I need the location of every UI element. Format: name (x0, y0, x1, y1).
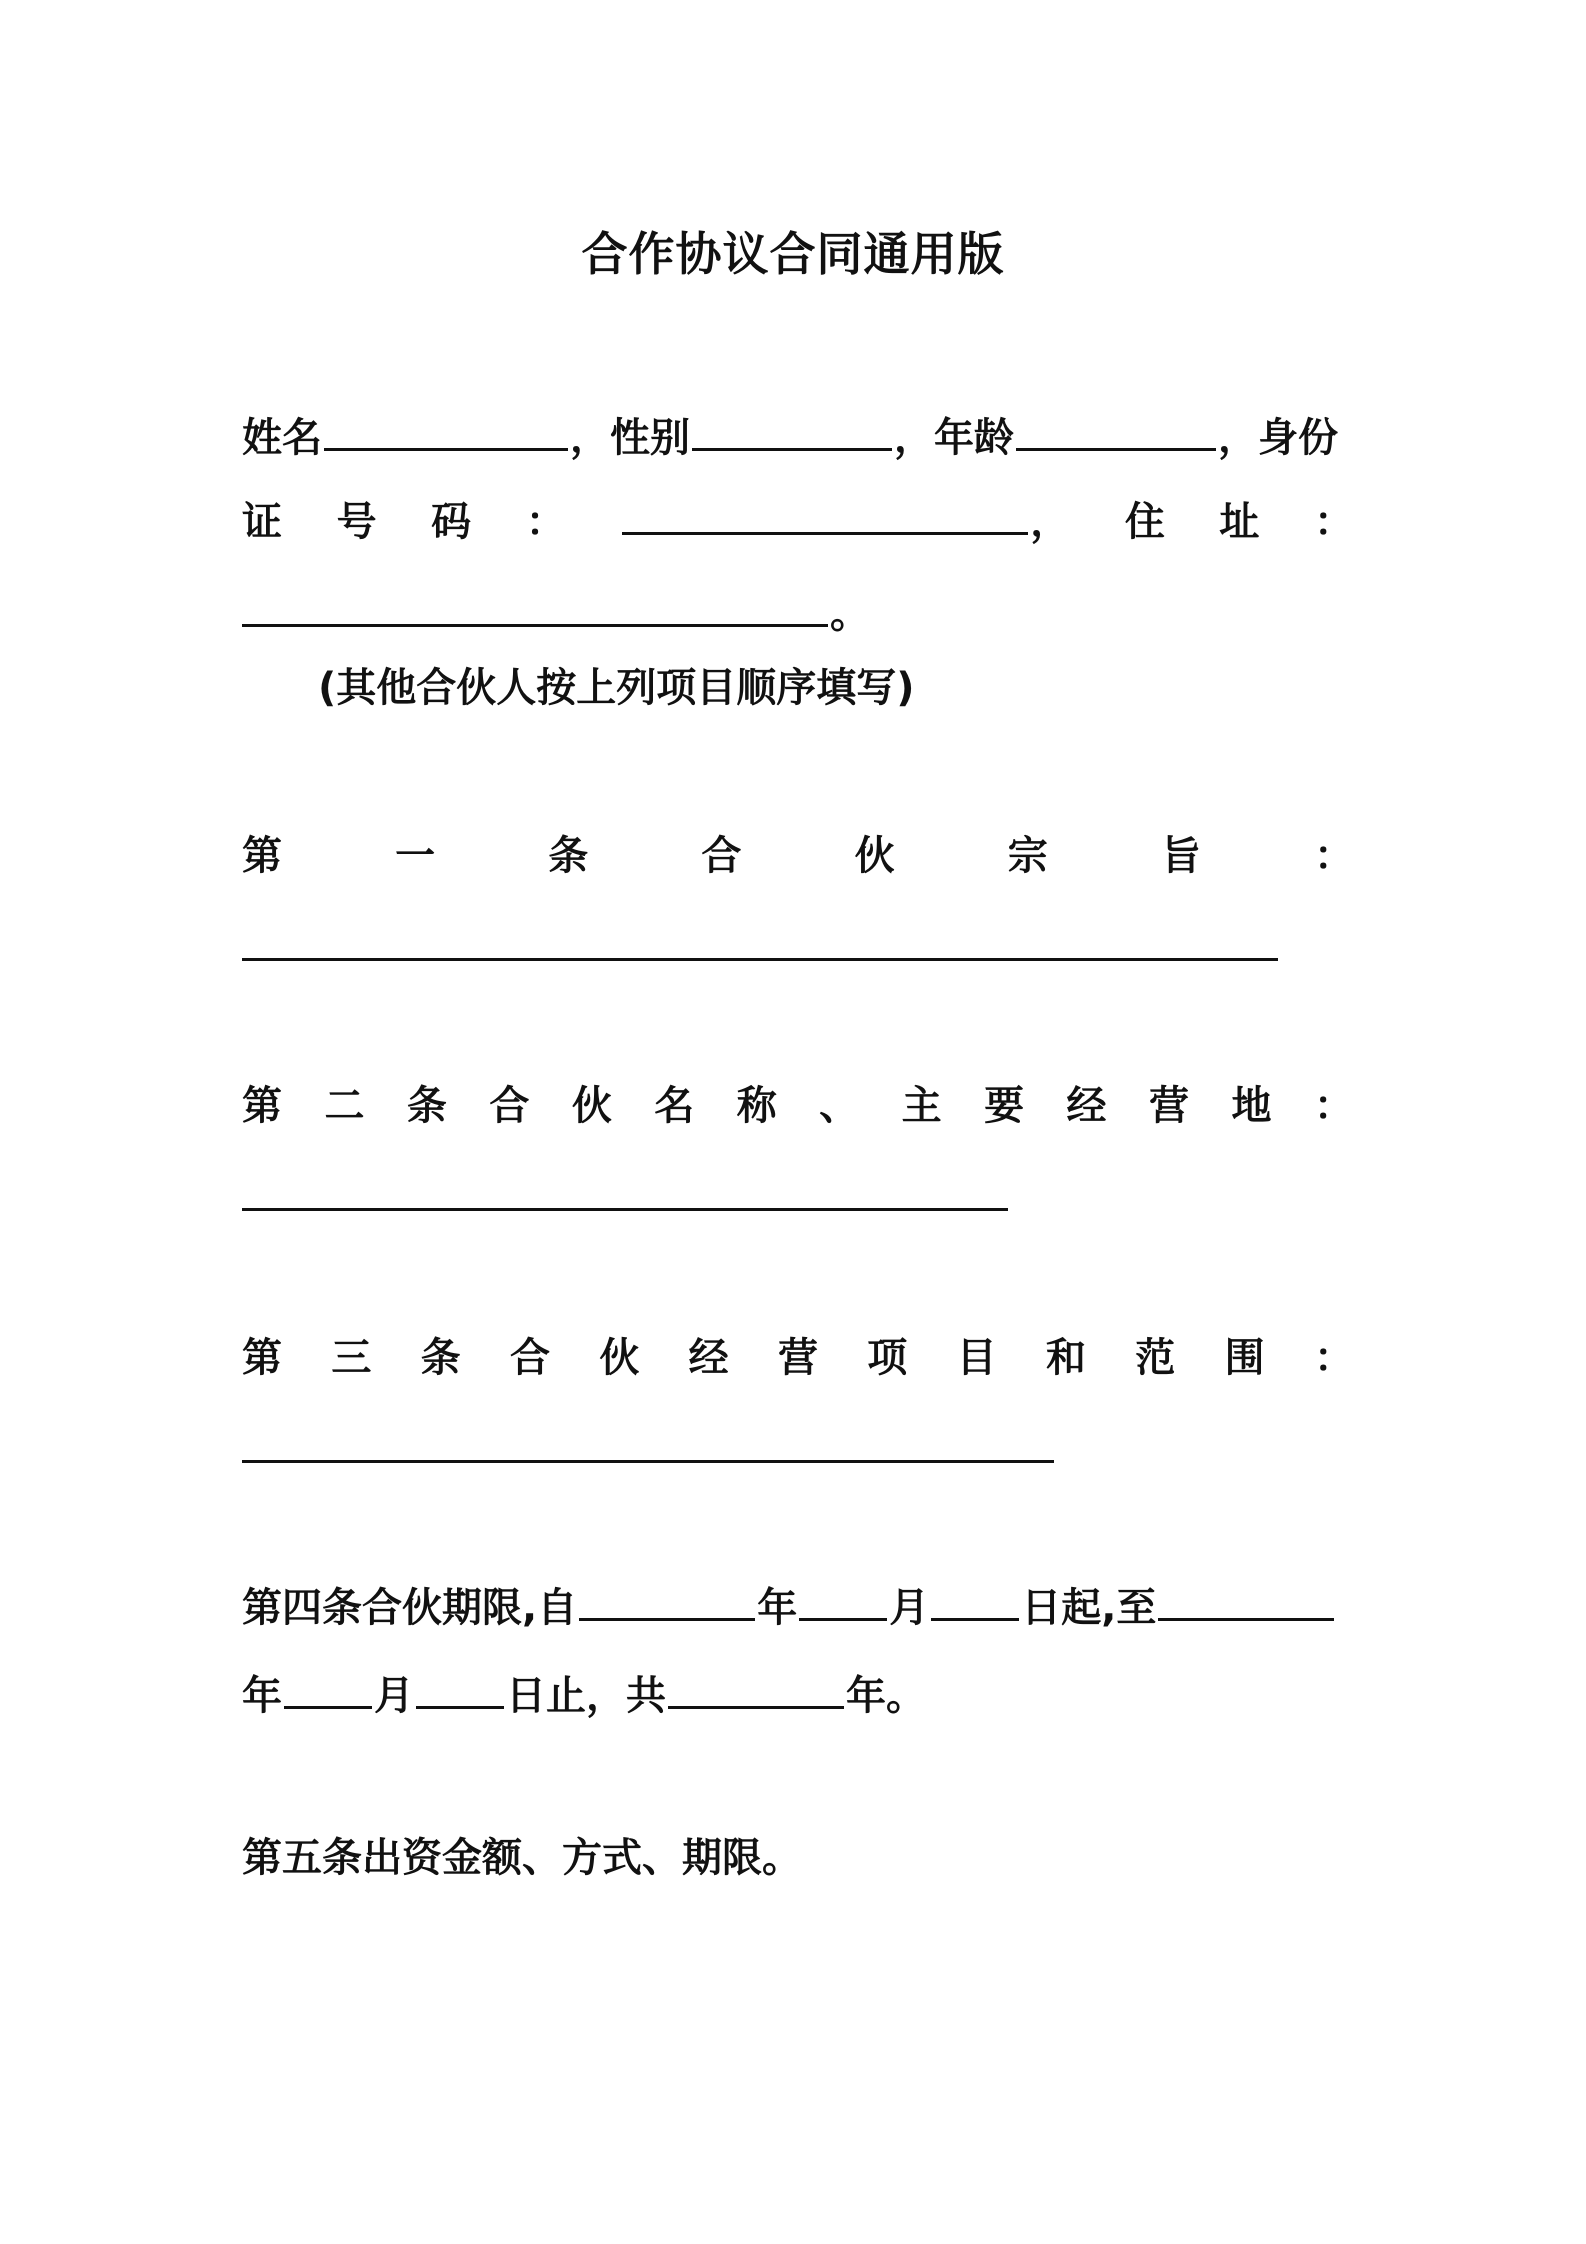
article-3-char: 三 (331, 1335, 372, 1381)
id-label-start: ，身份 (1218, 415, 1338, 461)
day-start-label: 日起,至 (1021, 1585, 1157, 1631)
id-number-blank[interactable] (622, 496, 1028, 535)
article-1-char: 合 (701, 833, 742, 879)
article-1-char: 旨 (1160, 833, 1201, 879)
party-info-line-2 (242, 496, 1354, 546)
article-1-char: 伙 (854, 833, 895, 879)
article-2-char: 经 (1066, 1083, 1107, 1129)
day-end-label: 日止，共 (506, 1673, 666, 1719)
article-2-char: 名 (654, 1083, 695, 1129)
party-info-line-1 (242, 412, 1354, 462)
end-mark: 。 (830, 591, 870, 637)
article-2-char: ： (1313, 1083, 1354, 1129)
article-1-fill-line (242, 922, 1354, 972)
article-2-fill-line (242, 1172, 1354, 1222)
article-3-char: 条 (420, 1335, 461, 1381)
age-blank[interactable] (1016, 412, 1216, 451)
party-info-line-3 (242, 588, 1354, 638)
month-label: 月 (889, 1585, 930, 1631)
id-char: 码 (431, 499, 472, 545)
article-2-char: 地 (1231, 1083, 1272, 1129)
article-2-char: 伙 (571, 1083, 612, 1129)
article-3-char: 经 (688, 1335, 729, 1381)
article-4-line-2 (242, 1670, 1354, 1720)
article-4-prefix: 第四条合伙期限,自 (242, 1585, 578, 1631)
article-3-char: 合 (509, 1335, 550, 1381)
article-1-char: 一 (395, 833, 436, 879)
article-3-char: ： (1313, 1335, 1354, 1381)
address-char: 住 (1124, 499, 1165, 545)
article-4-line-1 (242, 1582, 1354, 1632)
end-year-blank[interactable] (1158, 1582, 1334, 1621)
name-blank[interactable] (324, 412, 568, 451)
article-3-char: 第 (242, 1335, 282, 1381)
end-day-blank[interactable] (416, 1670, 504, 1709)
id-char: ： (525, 499, 566, 545)
article-2-char: 条 (406, 1083, 447, 1129)
article-3-char: 围 (1224, 1335, 1265, 1381)
comma: ， (1030, 499, 1071, 545)
article-2-blank[interactable] (242, 1172, 1008, 1211)
age-label: ，年龄 (894, 415, 1014, 461)
article-2-heading (242, 1082, 1354, 1130)
article-2-char: 第 (242, 1083, 282, 1129)
address-char: ： (1313, 499, 1354, 545)
id-char: 证 (242, 499, 282, 545)
address-blank[interactable] (242, 588, 828, 627)
article-3-char: 项 (867, 1335, 908, 1381)
article-1-char: 第 (242, 833, 282, 879)
id-number-field (620, 496, 1070, 546)
start-year-blank[interactable] (579, 1582, 755, 1621)
article-2-char: 主 (901, 1083, 942, 1129)
article-1-char: ： (1313, 833, 1354, 879)
years-end-label: 年。 (846, 1673, 926, 1719)
year-label: 年 (757, 1585, 798, 1631)
article-2-char: 营 (1148, 1083, 1189, 1129)
article-3-char: 和 (1045, 1335, 1086, 1381)
article-1-char: 宗 (1007, 833, 1048, 879)
article-3-char: 范 (1135, 1335, 1176, 1381)
id-char: 号 (336, 499, 377, 545)
article-2-char: 要 (984, 1083, 1025, 1129)
article-3-char: 营 (777, 1335, 818, 1381)
end-month-blank[interactable] (284, 1670, 372, 1709)
start-month-blank[interactable] (799, 1582, 887, 1621)
address-char: 址 (1219, 499, 1260, 545)
article-1-char: 条 (548, 833, 589, 879)
article-2-char: 、 (819, 1083, 860, 1129)
article-2-char: 合 (489, 1083, 530, 1129)
year-label: 年 (242, 1673, 282, 1719)
article-3-blank[interactable] (242, 1424, 1054, 1463)
article-5-heading: 第五条出资金额、方式、期限。 (242, 1835, 802, 1881)
article-1-heading (242, 832, 1354, 880)
gender-label: ，性别 (570, 415, 690, 461)
article-3-char: 目 (956, 1335, 997, 1381)
article-2-char: 称 (736, 1083, 777, 1129)
total-years-blank[interactable] (668, 1670, 844, 1709)
party-note: (其他合伙人按上列项目顺序填写) (318, 665, 915, 711)
name-label: 姓名 (242, 415, 322, 461)
article-3-char: 伙 (599, 1335, 640, 1381)
article-3-heading (242, 1334, 1354, 1382)
article-3-fill-line (242, 1424, 1354, 1474)
gender-blank[interactable] (692, 412, 892, 451)
article-2-char: 二 (324, 1083, 365, 1129)
article-1-blank[interactable] (242, 922, 1278, 961)
document-title: 合作协议合同通用版 (581, 227, 1005, 281)
start-day-blank[interactable] (931, 1582, 1019, 1621)
month-label: 月 (374, 1673, 414, 1719)
